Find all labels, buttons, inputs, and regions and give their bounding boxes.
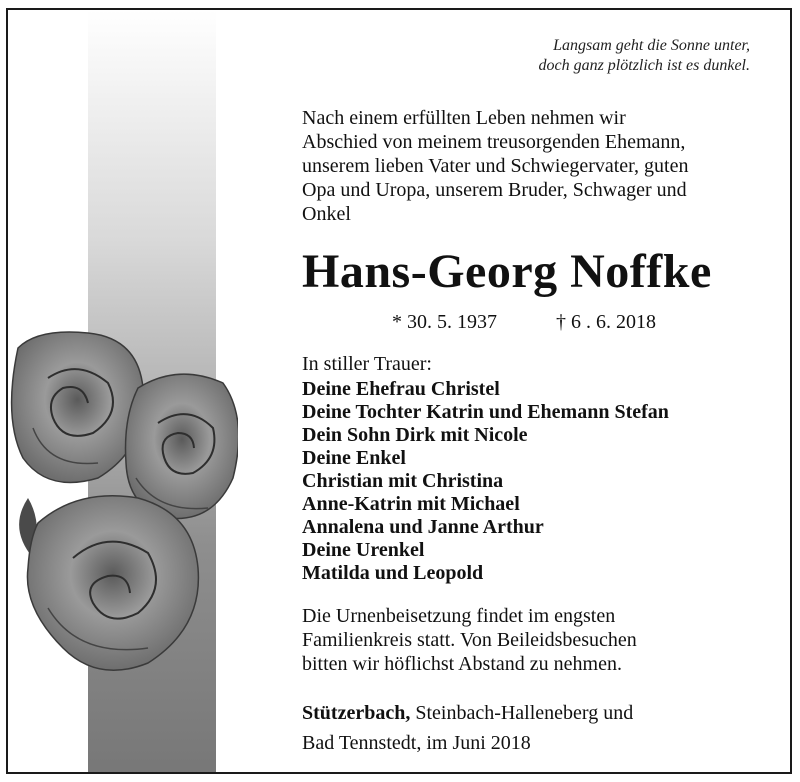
motto-line: Langsam geht die Sonne unter, [553, 37, 750, 54]
mourner-entry: Matilda und Leopold [302, 562, 484, 584]
mourner-entry: Annalena und Janne Arthur [302, 516, 544, 538]
rose-right [126, 374, 239, 518]
deceased-name: Hans-Georg Noffke [302, 245, 712, 298]
rose-bottom [27, 496, 198, 670]
mourning-intro: In stiller Trauer: [302, 353, 432, 375]
intro-line: Opa und Uropa, unserem Bruder, Schwager und [302, 179, 687, 201]
intro-line: unserem lieben Vater und Schwiegervater, guten [302, 155, 689, 177]
place-rest: Steinbach-Halleneberg und [410, 702, 634, 724]
motto-line: doch ganz plötzlich ist es dunkel. [538, 57, 750, 74]
place-line-1 [302, 698, 772, 728]
obituary-frame [6, 8, 792, 774]
intro-text [302, 106, 772, 226]
place-line-2: Bad Tennstedt, im Juni 2018 [302, 732, 531, 754]
rose-top-left [12, 332, 144, 483]
ceremony-line: Familienkreis statt. Von Beileidsbesuchen [302, 629, 637, 651]
intro-line: Onkel [302, 203, 351, 225]
ceremony-line: bitten wir höflichst Abstand zu nehmen. [302, 653, 622, 675]
mourners-list [302, 378, 669, 585]
death-date: † 6 . 6. 2018 [556, 311, 656, 333]
intro-line: Abschied von meinem treusorgenden Ehemann, [302, 131, 686, 153]
ceremony-text [302, 604, 772, 676]
mourner-entry: Deine Tochter Katrin und Ehemann Stefan [302, 401, 669, 423]
mourner-entry: Dein Sohn Dirk mit Nicole [302, 424, 528, 446]
roses-image [8, 328, 238, 678]
mourner-entry: Anne-Katrin mit Michael [302, 493, 520, 515]
mourner-entry: Deine Enkel [302, 447, 406, 469]
mourner-entry: Christian mit Christina [302, 470, 504, 492]
place-and-date [302, 698, 772, 758]
place-city: Stützerbach, [302, 702, 411, 724]
mourner-entry: Deine Ehefrau Christel [302, 378, 500, 400]
intro-line: Nach einem erfüllten Leben nehmen wir [302, 107, 626, 129]
mourner-entry: Deine Urenkel [302, 539, 425, 561]
birth-date: * 30. 5. 1937 [392, 311, 497, 333]
motto [538, 36, 750, 76]
ceremony-line: Die Urnenbeisetzung findet im engsten [302, 605, 616, 627]
